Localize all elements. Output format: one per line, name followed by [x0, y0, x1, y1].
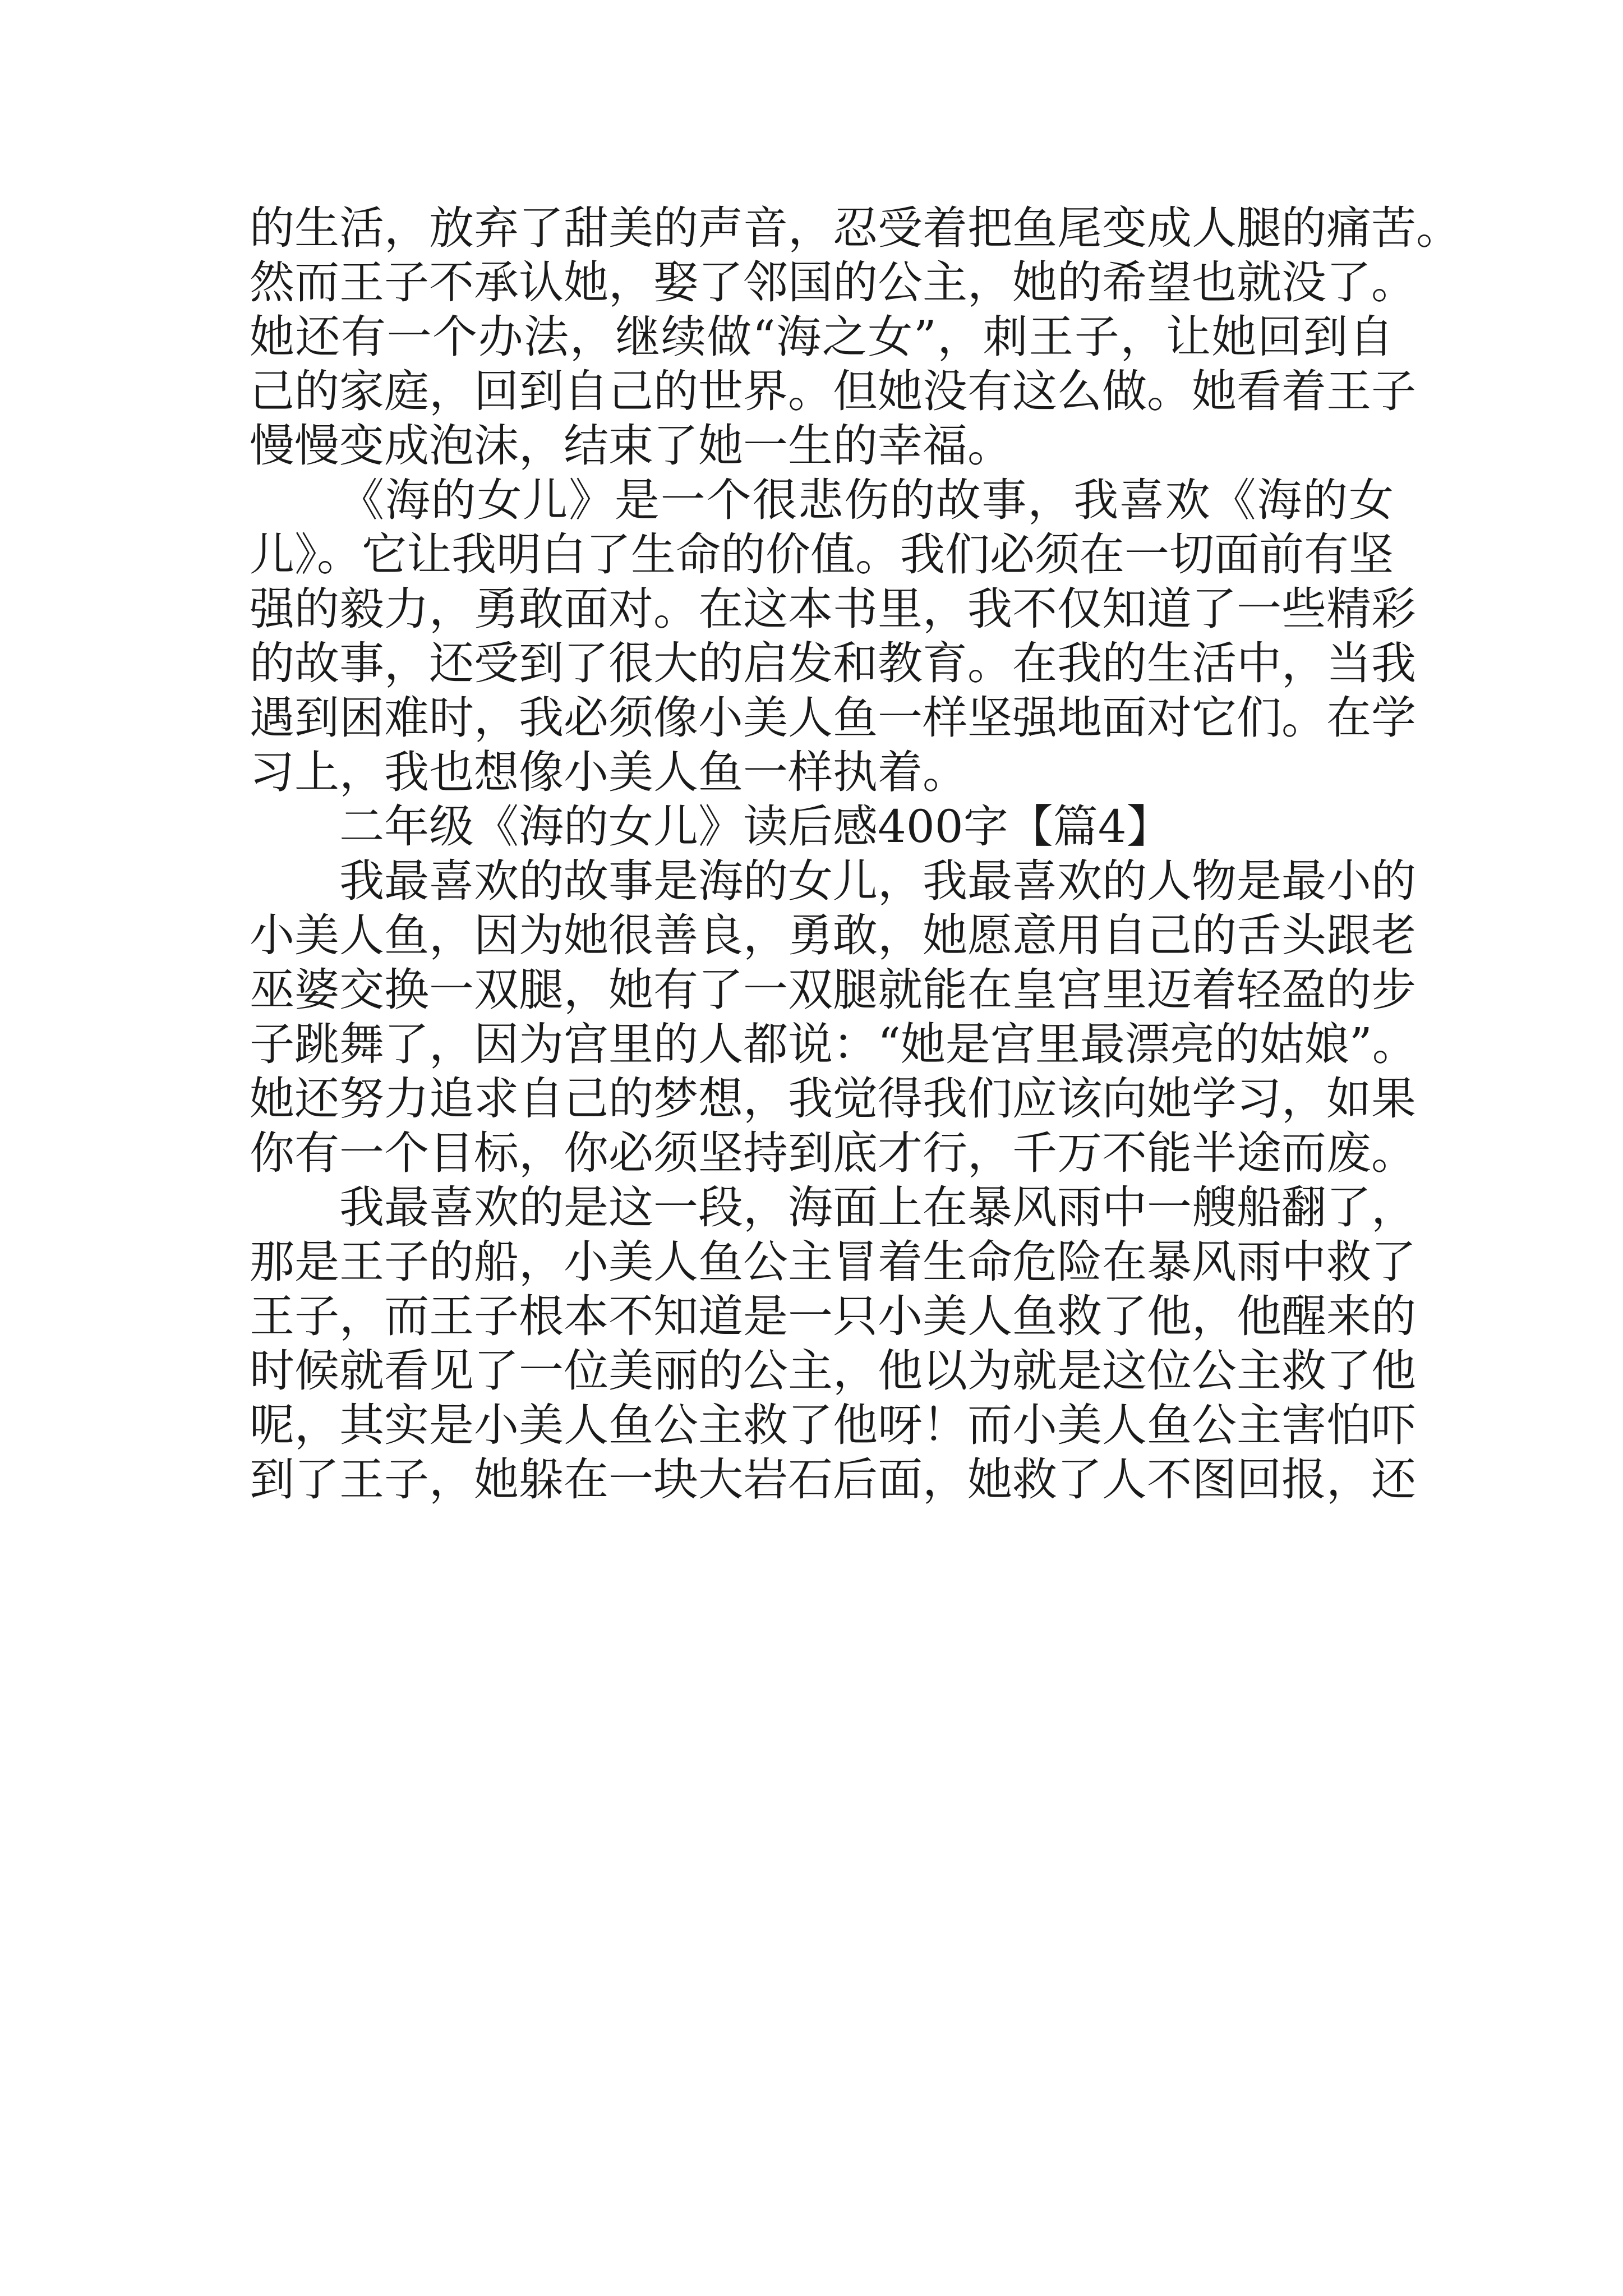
- text-line: 王子，而王子根本不知道是一只小美人鱼救了他，他醒来的: [250, 1290, 1416, 1342]
- text-line: 儿》。它让我明白了生命的价值。我们必须在一切面前有坚: [250, 528, 1394, 581]
- text-line: 的生活，放弃了甜美的声音，忍受着把鱼尾变成人腿的痛苦。: [250, 202, 1461, 254]
- paragraph-first-line: 《海的女儿》是一个很悲伤的故事，我喜欢《海的女: [339, 474, 1394, 526]
- text-line: 到了王子，她躲在一块大岩石后面，她救了人不图回报，还: [250, 1453, 1416, 1506]
- text-line: 呢，其实是小美人鱼公主救了他呀！而小美人鱼公主害怕吓: [250, 1399, 1416, 1451]
- text-line: 己的家庭，回到自己的世界。但她没有这么做。她看着王子: [250, 365, 1416, 417]
- text-line: 慢慢变成泡沫，结束了她一生的幸福。: [250, 420, 1012, 472]
- text-line: 你有一个目标，你必须坚持到底才行，千万不能半途而废。: [250, 1127, 1416, 1179]
- text-line: 习上，我也想像小美人鱼一样执着。: [250, 746, 967, 798]
- text-line: 那是王子的船，小美人鱼公主冒着生命危险在暴风雨中救了: [250, 1236, 1416, 1288]
- text-line: 子跳舞了，因为宫里的人都说：“她是宫里最漂亮的姑娘”。: [250, 1018, 1417, 1070]
- text-line: 小美人鱼，因为她很善良，勇敢，她愿意用自己的舌头跟老: [250, 909, 1416, 961]
- text-line: 的故事，还受到了很大的启发和教育。在我的生活中，当我: [250, 637, 1416, 689]
- text-line: 强的毅力，勇敢面对。在这本书里，我不仅知道了一些精彩: [250, 583, 1416, 635]
- text-line: 巫婆交换一双腿，她有了一双腿就能在皇宫里迈着轻盈的步: [250, 964, 1416, 1016]
- section-heading: 二年级《海的女儿》读后感400字【篇4】: [339, 800, 1172, 853]
- text-line: 遇到困难时，我必须像小美人鱼一样坚强地面对它们。在学: [250, 692, 1416, 744]
- text-line: 她还努力追求自己的梦想，我觉得我们应该向她学习，如果: [250, 1073, 1416, 1125]
- text-line: 她还有一个办法，继续做“海之女”，刺王子，让她回到自: [250, 311, 1394, 363]
- paragraph-first-line: 我最喜欢的是这一段，海面上在暴风雨中一艘船翻了，: [339, 1181, 1416, 1234]
- text-line: 时候就看见了一位美丽的公主，他以为就是这位公主救了他: [250, 1345, 1416, 1397]
- text-line: 然而王子不承认她，娶了邻国的公主，她的希望也就没了。: [250, 256, 1416, 309]
- paragraph-first-line: 我最喜欢的故事是海的女儿，我最喜欢的人物是最小的: [339, 855, 1416, 907]
